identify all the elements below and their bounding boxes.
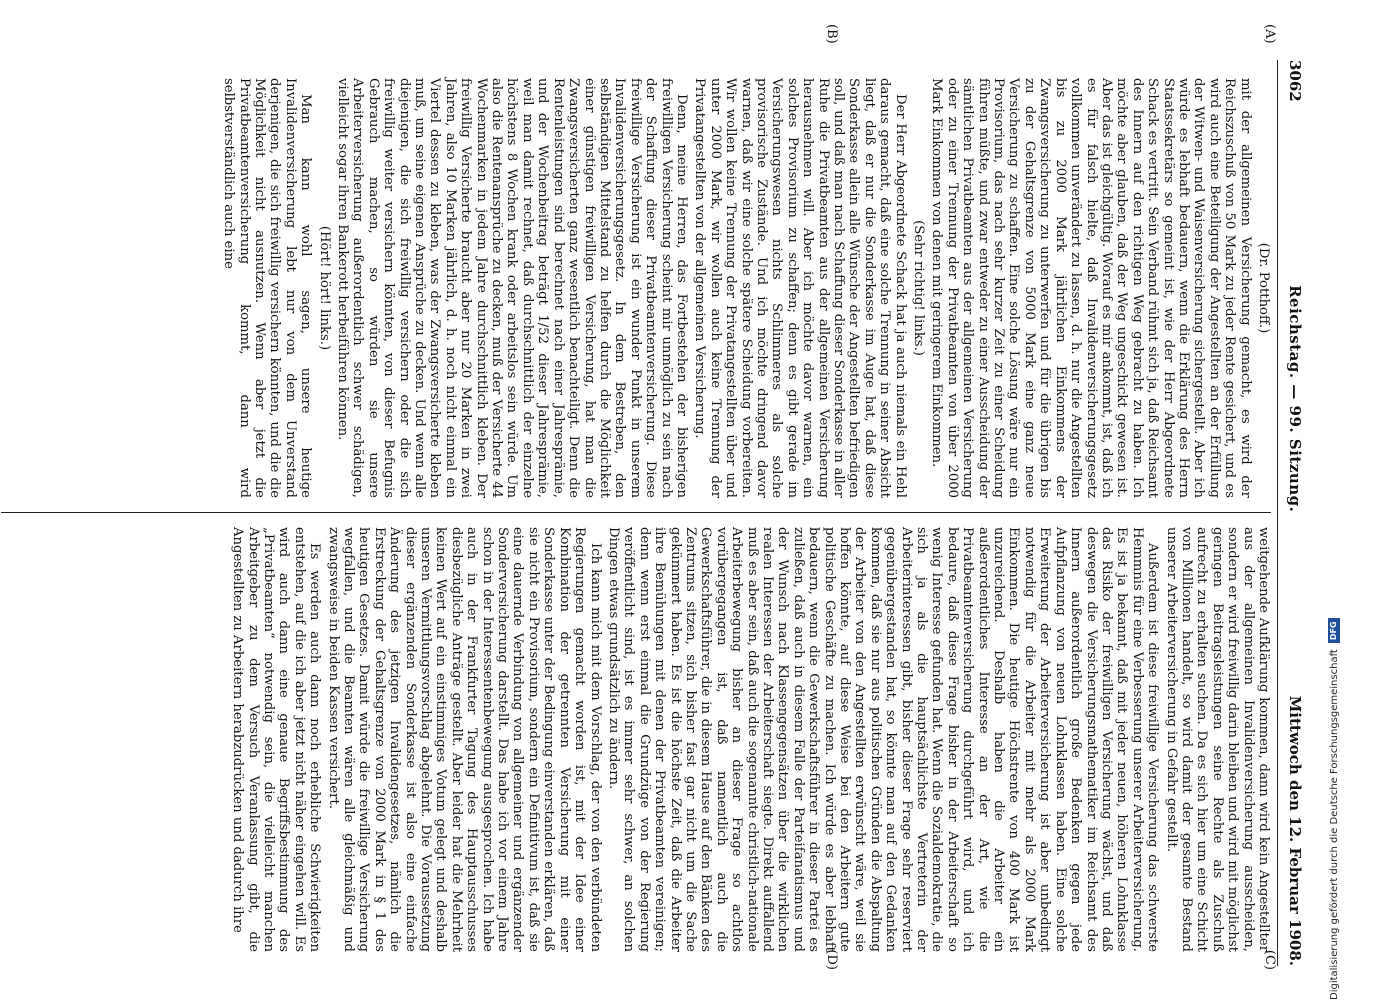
dfg-logo: DFG xyxy=(1328,618,1340,643)
paragraph: Der Herr Abgeordnete Schack hat ja auch niemals ein Hehl daraus gemacht, daß eine solche Trennung in seiner Absicht liegt, daß er nur die Sonderkasse im Auge hat, daß diese Sonderkasse allein alle Wünsche der Angestellten befriedigen soll, und daß man nach Schaffung dieser Sonderkasse in aller Ruhe die Privatbeamten aus der allgemeinen Versicherung herausnehmen will. Aber ich möchte davor warnen, ein solches Provisorium zu schaffen; denn es gibt gerade im Versicherungswesen nichts Schlimmeres als solche provisorische Zustände. Und ich möchte dringend davor warnen, daß wir eine solche spätere Scheidung vorbereiten. Wir wollen keine Trennung der Privatangestellten über und unter 2000 Mark, wir wollen auch keine Trennung der Privatangestellten von der allgemeinen Versicherung. xyxy=(692,78,908,498)
interjection: (Sehr richtig! links.) xyxy=(911,220,927,356)
left-column xyxy=(1,24,1277,513)
session-date: Mittwoch den 12. Februar 1908. xyxy=(1286,695,1304,966)
right-column xyxy=(1,513,1277,970)
margin-marker-d: (D) xyxy=(824,949,839,970)
paragraph: weitgehende Aufklärung kommen, dann wird kein Angestellter aus der allgemeinen Invalidenversicherung ausscheiden, sondern er wird freiwillig darin bleiben und wird mit möglichst geringen Beitragsleistungen seine Rechte als Zuschuß aufrecht zu erhalten suchen. Da es sich hier um eine Schicht von Millionen handelt, so wird damit der gesamte Bestand unserer Arbeiterversicherung in Gefahr gestellt. xyxy=(1163,527,1271,952)
page-header xyxy=(1277,60,1304,966)
text-columns xyxy=(1,24,1277,970)
interjection: (Hört! hört! links.) xyxy=(316,225,332,351)
paragraph: mit der allgemeinen Versicherung gemacht, es wird der Reichszuschuß von 50 Mark zu jeder Rente gesichert, und es wird auch eine Beteiligung der Angestellten an der Erfüllung der Witwen- und Waisenversicherung sichergestellt. Aber ich würde es lebhaft bedauern, wenn die Erklärung des Herrn Staatssekretärs so gemeint ist, wie der Herr Abgeordnete Schack es vertritt. Sein Verband rühmt sich ja, daß Reichsamt des Innern auf den richtigen Weg gebracht zu haben. Ich möchte aber glauben, daß der Weg ungeschickt gewesen ist. Aber das ist gleichgültig. Worauf es mir ankommt, ist, daß ich es für falsch hielte, daß Invalidenversicherungsgesetz vollkommen unverändert zu lassen, d. h. nur die Angestellten bis zu 2000 Mark jährlichen Einkommens der Zwangsversicherung zu unterwerfen und für die übrigen bis zu der Gehaltsgrenze von 5000 Mark eine ganz neue Versicherung zu schaffen. Eine solche Lösung wäre nur ein Provisorium, das nach sehr kurzer Zeit zu einer Scheidung führen müßte, und zwar entweder zu einer Ausscheidung der sämtlichen Privatbeamten aus der allgemeinen Versicherung oder zu einer Trennung der Privatbeamten von über 2000 Mark Einkommen von denen mit geringerem Einkommen. xyxy=(929,78,1253,498)
page-title: Reichstag. — 99. Sitzung. xyxy=(1286,285,1304,513)
margin-marker-c: (C) xyxy=(1262,949,1277,970)
margin-marker-a: (A) xyxy=(1262,24,1277,44)
paragraph: Außerdem ist diese freiwillige Versicherung das schwerste Hemmnis für eine Verbesserung unserer Arbeiterversicherung. Es ist ja bekannt, daß mit jeder neuen, höheren Lohnklasse das Risiko der freiwilligen Versicherung wächst, und daß deswegen die Versicherungsmathematiker im Reichsamt des Innern außerordentlich große Bedenken gegen jede Aufpflanzung von neuen Lohnklassen haben. Eine solche Erweiterung der Arbeiterversicherung ist aber unbedingt notwendig für die Arbeiter mit mehr als 2000 Mark Einkommen. Die heutige Höchstrente von 400 Mark ist unzureichend. Deshalb haben die Arbeiter ein außerordentliches Interesse an der Art, wie die Privatbeamtenversicherung durchgeführt wird, und ich bedaure, daß diese Frage bisher in der Arbeiterschaft so wenig Interesse gefunden hat. Wenn die Sozialdemokratie, die sich ja als die hauptsächlichste Vertreterin der Arbeiterinteressen gibt, bisher dieser Frage sehr reserviert gegenübergestanden hat, so könnte man auf den Gedanken kommen, daß sie nur aus politischen Gründen die Abspaltung der Arbeiter von den Angestellten erwünscht wäre, weil sie hoffen könnte, auf diese Weise bei den Arbeitern gute politische Geschäfte zu machen. Ich würde es aber lebhaft bedauern, wenn die Gewerkschaftsführer in dieser Partei es zuließen, daß auch in diesem Falle der Parteifanatismus und der Wunsch nach Klassengegensätzen über die wirklichen realen Interessen der Arbeiterschaft siegte. Direkt auffallend muß es aber sein, daß auch die sogenannte christlich-nationale Arbeiterbewegung bisher an dieser Frage so achtlos vorübergegangen ist, daß namentlich auch die Gewerkschaftsführer, die in diesem Hause auf den Bänken des Zentrums sitzen, sich bisher fast gar nicht um die Sache gekümmert haben. Es ist die höchste Zeit, daß die Arbeiter ihre Bemühungen mit denen der Privatbeamten vereinigen; denn wenn erst einmal die Grundzüge von der Regierung veröffentlicht sind, ist es immer sehr schwer, an solchen Dingen etwas grundsätzlich zu ändern. xyxy=(605,527,1161,952)
paragraph: Man kann wohl sagen, unsere heutige Invalidenversicherung lebt nur von dem Unverstand derjenigen, die sich freiwillig versichern könnten, und die die Möglichkeit nicht ausnutzen. Wenn aber jetzt die Privatbeamtenversicherung kommt, dann wird selbstverständlich auch eine xyxy=(221,78,314,498)
credit-text: Digitalisierung gefördert durch die Deutsche Forschungsgemeinschaft xyxy=(1328,649,1340,1000)
page-number: 3062 xyxy=(1286,60,1304,102)
speaker-name: (Dr. Potthoff.) xyxy=(1256,242,1271,334)
paragraph: Denn, meine Herren, das Fortbestehen der bisherigen freiwilligen Versicherung scheint mir unmöglich zu sein nach der Schaffung dieser Privatbeamtenversicherung. Diese freiwillige Versicherung ist ein wunder Punkt in unserem Invalidenversicherungsgesetz. In dem Bestreben, den selbständigen Mittelstand zu helfen durch die Möglichkeit einer günstigen freiwilligen Versicherung, hat man die Zwangsversicherten ganz wesentlich benachteiligt. Denn die Rentenleistungen sind berechnet nach einer Jahresprämie, und der Wochenbeitrag beträgt 1/52 dieser Jahresprämie, weil man damit rechnet, daß durchschnittlich der einzelne höchstens 8 Wochen krank oder arbeitslos sein würde. Um also die Rentenansprüche zu decken, muß der Versicherte 44 Wochenmarken in jedem Jahre durchschnittlich kleben. Der freiwillig Versicherte braucht aber nur 20 Marken in zwei Jahren, also 10 Marken jährlich, d. h. noch nicht einmal ein Viertel dessen zu kleben, was der Zwangsversicherte kleben muß, um seine eigenen Ansprüche zu decken. Und wenn alle diejenigen, die sich freiwillig versichern oder die sich freiwillig weiter versichern könnten, von dieser Befugnis Gebrauch machen, so würden sie unsere Arbeiterversicherung außerordentlich schwer schädigen, vielleicht sogar ihren Bankerott herbeiführen können. xyxy=(335,78,689,498)
paragraph: Ich kann mich mit dem Vorschlag, der von den verbündeten Regierungen gemacht worden ist, mit der Idee einer Kombination der getrennten Versicherung mit einer Sonderkasse unter der Bedingung einverstanden erklären, daß sie nicht ein Provisorium, sondern ein Definitivum ist, daß sie eine dauernde Verbindung von allgemeiner und ergänzender Sonderversicherung darstellt. Das habe ich vor einem Jahre schon in der Interessentenbewegung ausgesprochen. Ich habe auch in der Frankfurter Tagung des Hauptausschusses diesbezügliche Anträge gestellt. Aber leider hat die Mehrheit keinen Wert auf ein einstimmiges Votum gelegt und deshalb unseren Vermittlungsvorschlag abgelehnt. Die Voraussetzung dieser ergänzenden Sonderkasse ist also eine einfache Änderung des jetzigen Invalidengesetzes, nämlich die Erstreckung der Gehaltsgrenze von 2000 Mark in § 1 des heutigen Gesetzes. Damit würde die freiwillige Versicherung wegfallen, und die Beamten wären alle gleichmäßig und zwangsweise in beiden Kassen versichert. xyxy=(325,527,603,952)
paragraph: Es werden auch dann noch erhebliche Schwierigkeiten entstehen, auf die ich aber jetzt nicht näher eingehen will. Es wird auch dann eine genaue Begriffsbestimmung des „Privatbeamten“ notwendig sein, die vielleicht manchen Arbeitgeber zu dem Versuch Veranlassung gibt, die Angestellten zu Arbeitern herabzudrücken und dadurch ihre xyxy=(230,527,323,952)
margin-marker-b: (B) xyxy=(824,24,839,44)
digitization-credit xyxy=(1328,0,1340,1000)
